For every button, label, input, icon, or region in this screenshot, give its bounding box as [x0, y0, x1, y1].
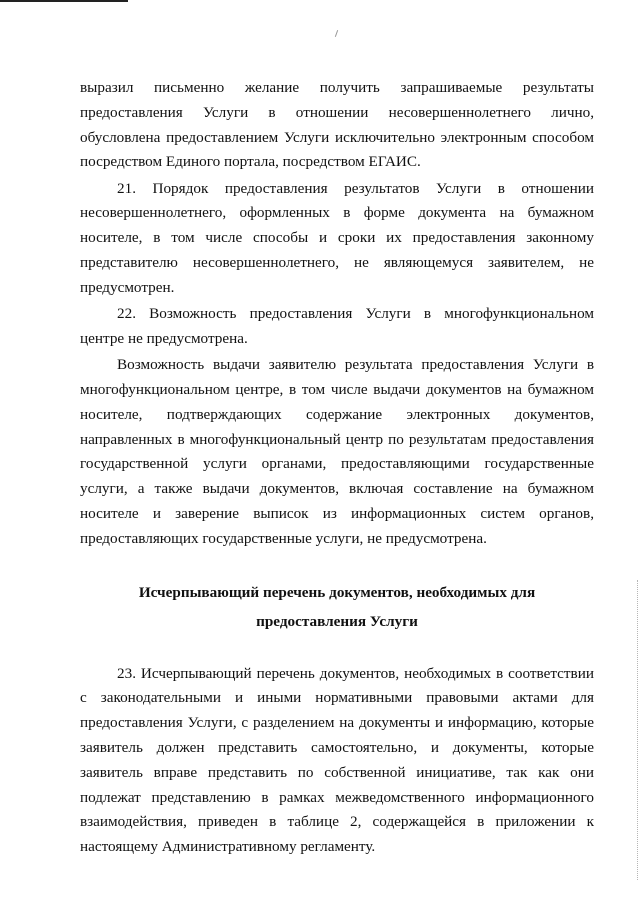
paragraph-22: 22. Возможность предоставления Услуги в многофункциональном центре не предусмотрена.	[80, 305, 594, 347]
section-heading	[80, 578, 594, 636]
paragraph-21: 21. Порядок предоставления результатов Услуги в отношении несовершеннолетнего, оформленных в форме документа на бумажном носителе, в том числе способы и сроки их предоставления законному представителю несовершеннолетнего, не являющемуся заявителем, не предусмотрен.	[80, 179, 594, 296]
paragraph-continued: выразил письменно желание получить запрашиваемые результаты предоставления Услуги в отношении несовершеннолетнего лично, обусловлена предоставлением Услуги исключительно электронным способом посредством Единого портала, посредством ЕГАИС.	[80, 79, 594, 171]
paragraph-23: 23. Исчерпывающий перечень документов, необходимых в соответствии с законодательными и иными нормативными правовыми актами для предоставления Услуги, с разделением на документы и информацию, которые заявитель должен представить самостоятельно, и документы, которые заявитель вправе представить по собственной инициативе, так как они подлежат представлению в рамках межведомственного информационного взаимодействия, приведен в таблице 2, содержащейся в приложении к настоящему Административному регламенту.	[80, 664, 594, 856]
scan-edge	[636, 580, 638, 880]
section-heading-line-1: Исчерпывающий перечень документов, необходимых для	[138, 583, 536, 601]
section-heading-line-2: предоставления Услуги	[256, 612, 418, 630]
top-rule	[0, 0, 128, 2]
page-mark	[335, 30, 338, 37]
document-page	[80, 76, 594, 862]
section-gap	[80, 636, 594, 662]
paragraph-22-detail: Возможность выдачи заявителю результата предоставления Услуги в многофункциональном центре, в том числе выдачи документов на бумажном носителе, подтверждающих содержание электронных документов, направленных в многофункциональный центр по результатам предоставления государственной услуги органами, предоставляющими государственные услуги, а также выдачи документов, включая составление на бумажном носителе и заверение выписок из информационных систем органов, предоставляющих государственные услуги, не предусмотрена.	[80, 356, 594, 547]
